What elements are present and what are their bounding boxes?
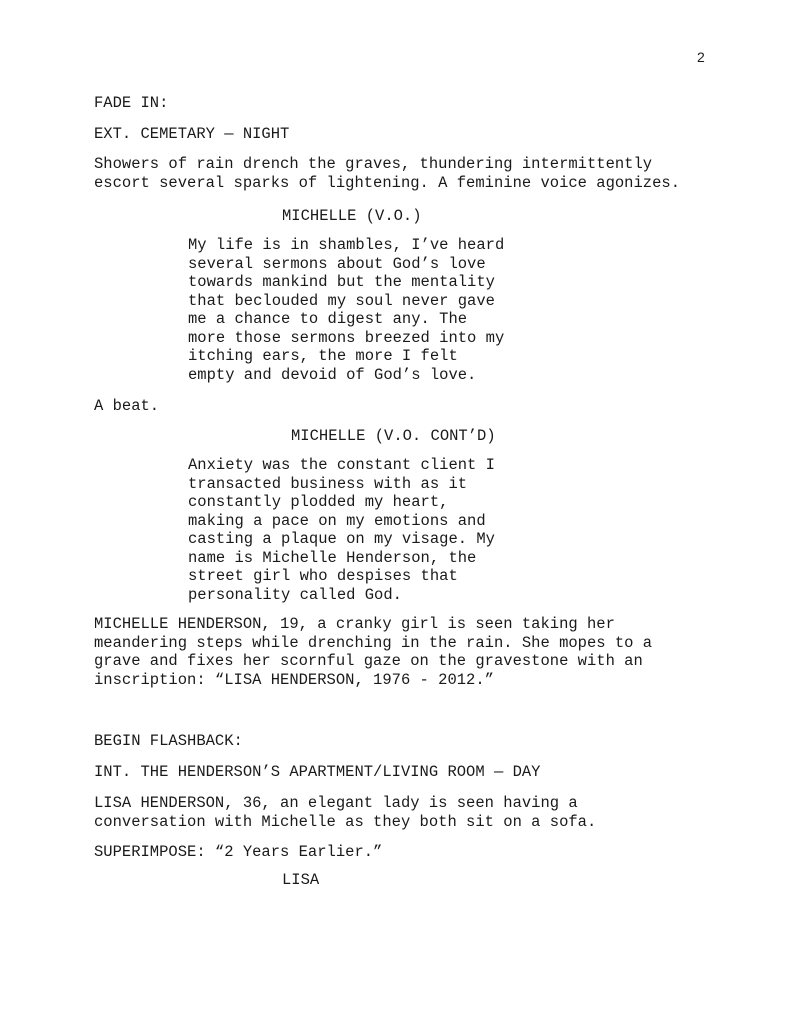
dialogue-line: My life is in shambles, I’ve heard <box>188 236 505 254</box>
dialogue-line: towards mankind but the mentality <box>188 273 495 291</box>
scene-heading-cemetery: EXT. CEMETARY — NIGHT <box>94 125 290 143</box>
character-michelle-vo-contd: MICHELLE (V.O. CONT’D) <box>291 427 496 445</box>
character-michelle-vo: MICHELLE (V.O.) <box>282 207 422 225</box>
dialogue-line: constantly plodded my heart, <box>188 493 449 511</box>
action-line: meandering steps while drenching in the rain. She mopes to a <box>94 633 653 652</box>
action-michelle-grave <box>94 615 652 689</box>
transition-begin-flashback: BEGIN FLASHBACK: <box>94 732 243 750</box>
action-line: LISA HENDERSON, 36, an elegant lady is seen having a <box>94 794 578 812</box>
dialogue-line: personality called God. <box>188 585 402 604</box>
dialogue-michelle-1 <box>188 236 504 384</box>
scene-heading-apartment: INT. THE HENDERSON’S APARTMENT/LIVING ROOM — DAY <box>94 763 541 781</box>
action-line: inscription: “LISA HENDERSON, 1976 - 2012.” <box>94 670 494 689</box>
dialogue-line: casting a plaque on my visage. My <box>188 530 495 548</box>
dialogue-line: Anxiety was the constant client I <box>188 456 495 474</box>
dialogue-line: transacted business with as it <box>188 474 468 493</box>
dialogue-line: street girl who despises that <box>188 567 458 585</box>
dialogue-michelle-2 <box>188 456 495 604</box>
dialogue-line: that beclouded my soul never gave <box>188 291 495 310</box>
transition-fade-in: FADE IN: <box>94 94 169 112</box>
action-line: Showers of rain drench the graves, thundering intermittently <box>94 155 653 173</box>
dialogue-line: empty and devoid of God’s love. <box>188 365 477 384</box>
action-a-beat: A beat. <box>94 397 160 415</box>
dialogue-line: several sermons about God’s love <box>188 254 486 273</box>
dialogue-line: name is Michelle Henderson, the <box>188 548 477 567</box>
dialogue-line: making a pace on my emotions and <box>188 511 486 530</box>
page-number: 2 <box>697 49 705 65</box>
action-line: grave and fixes her scornful gaze on the gravestone with an <box>94 652 643 670</box>
superimpose-line: SUPERIMPOSE: “2 Years Earlier.” <box>94 843 383 861</box>
dialogue-line: itching ears, the more I felt <box>188 347 458 365</box>
action-lisa-intro <box>94 794 596 831</box>
action-line: MICHELLE HENDERSON, 19, a cranky girl is seen taking her <box>94 615 615 633</box>
character-lisa: LISA <box>282 871 320 889</box>
dialogue-line: more those sermons breezed into my <box>188 328 505 347</box>
action-line: conversation with Michelle as they both sit on a sofa. <box>94 812 597 831</box>
action-rain <box>94 155 680 192</box>
dialogue-line: me a chance to digest any. The <box>188 310 468 328</box>
action-line: escort several sparks of lightening. A feminine voice agonizes. <box>94 173 680 192</box>
